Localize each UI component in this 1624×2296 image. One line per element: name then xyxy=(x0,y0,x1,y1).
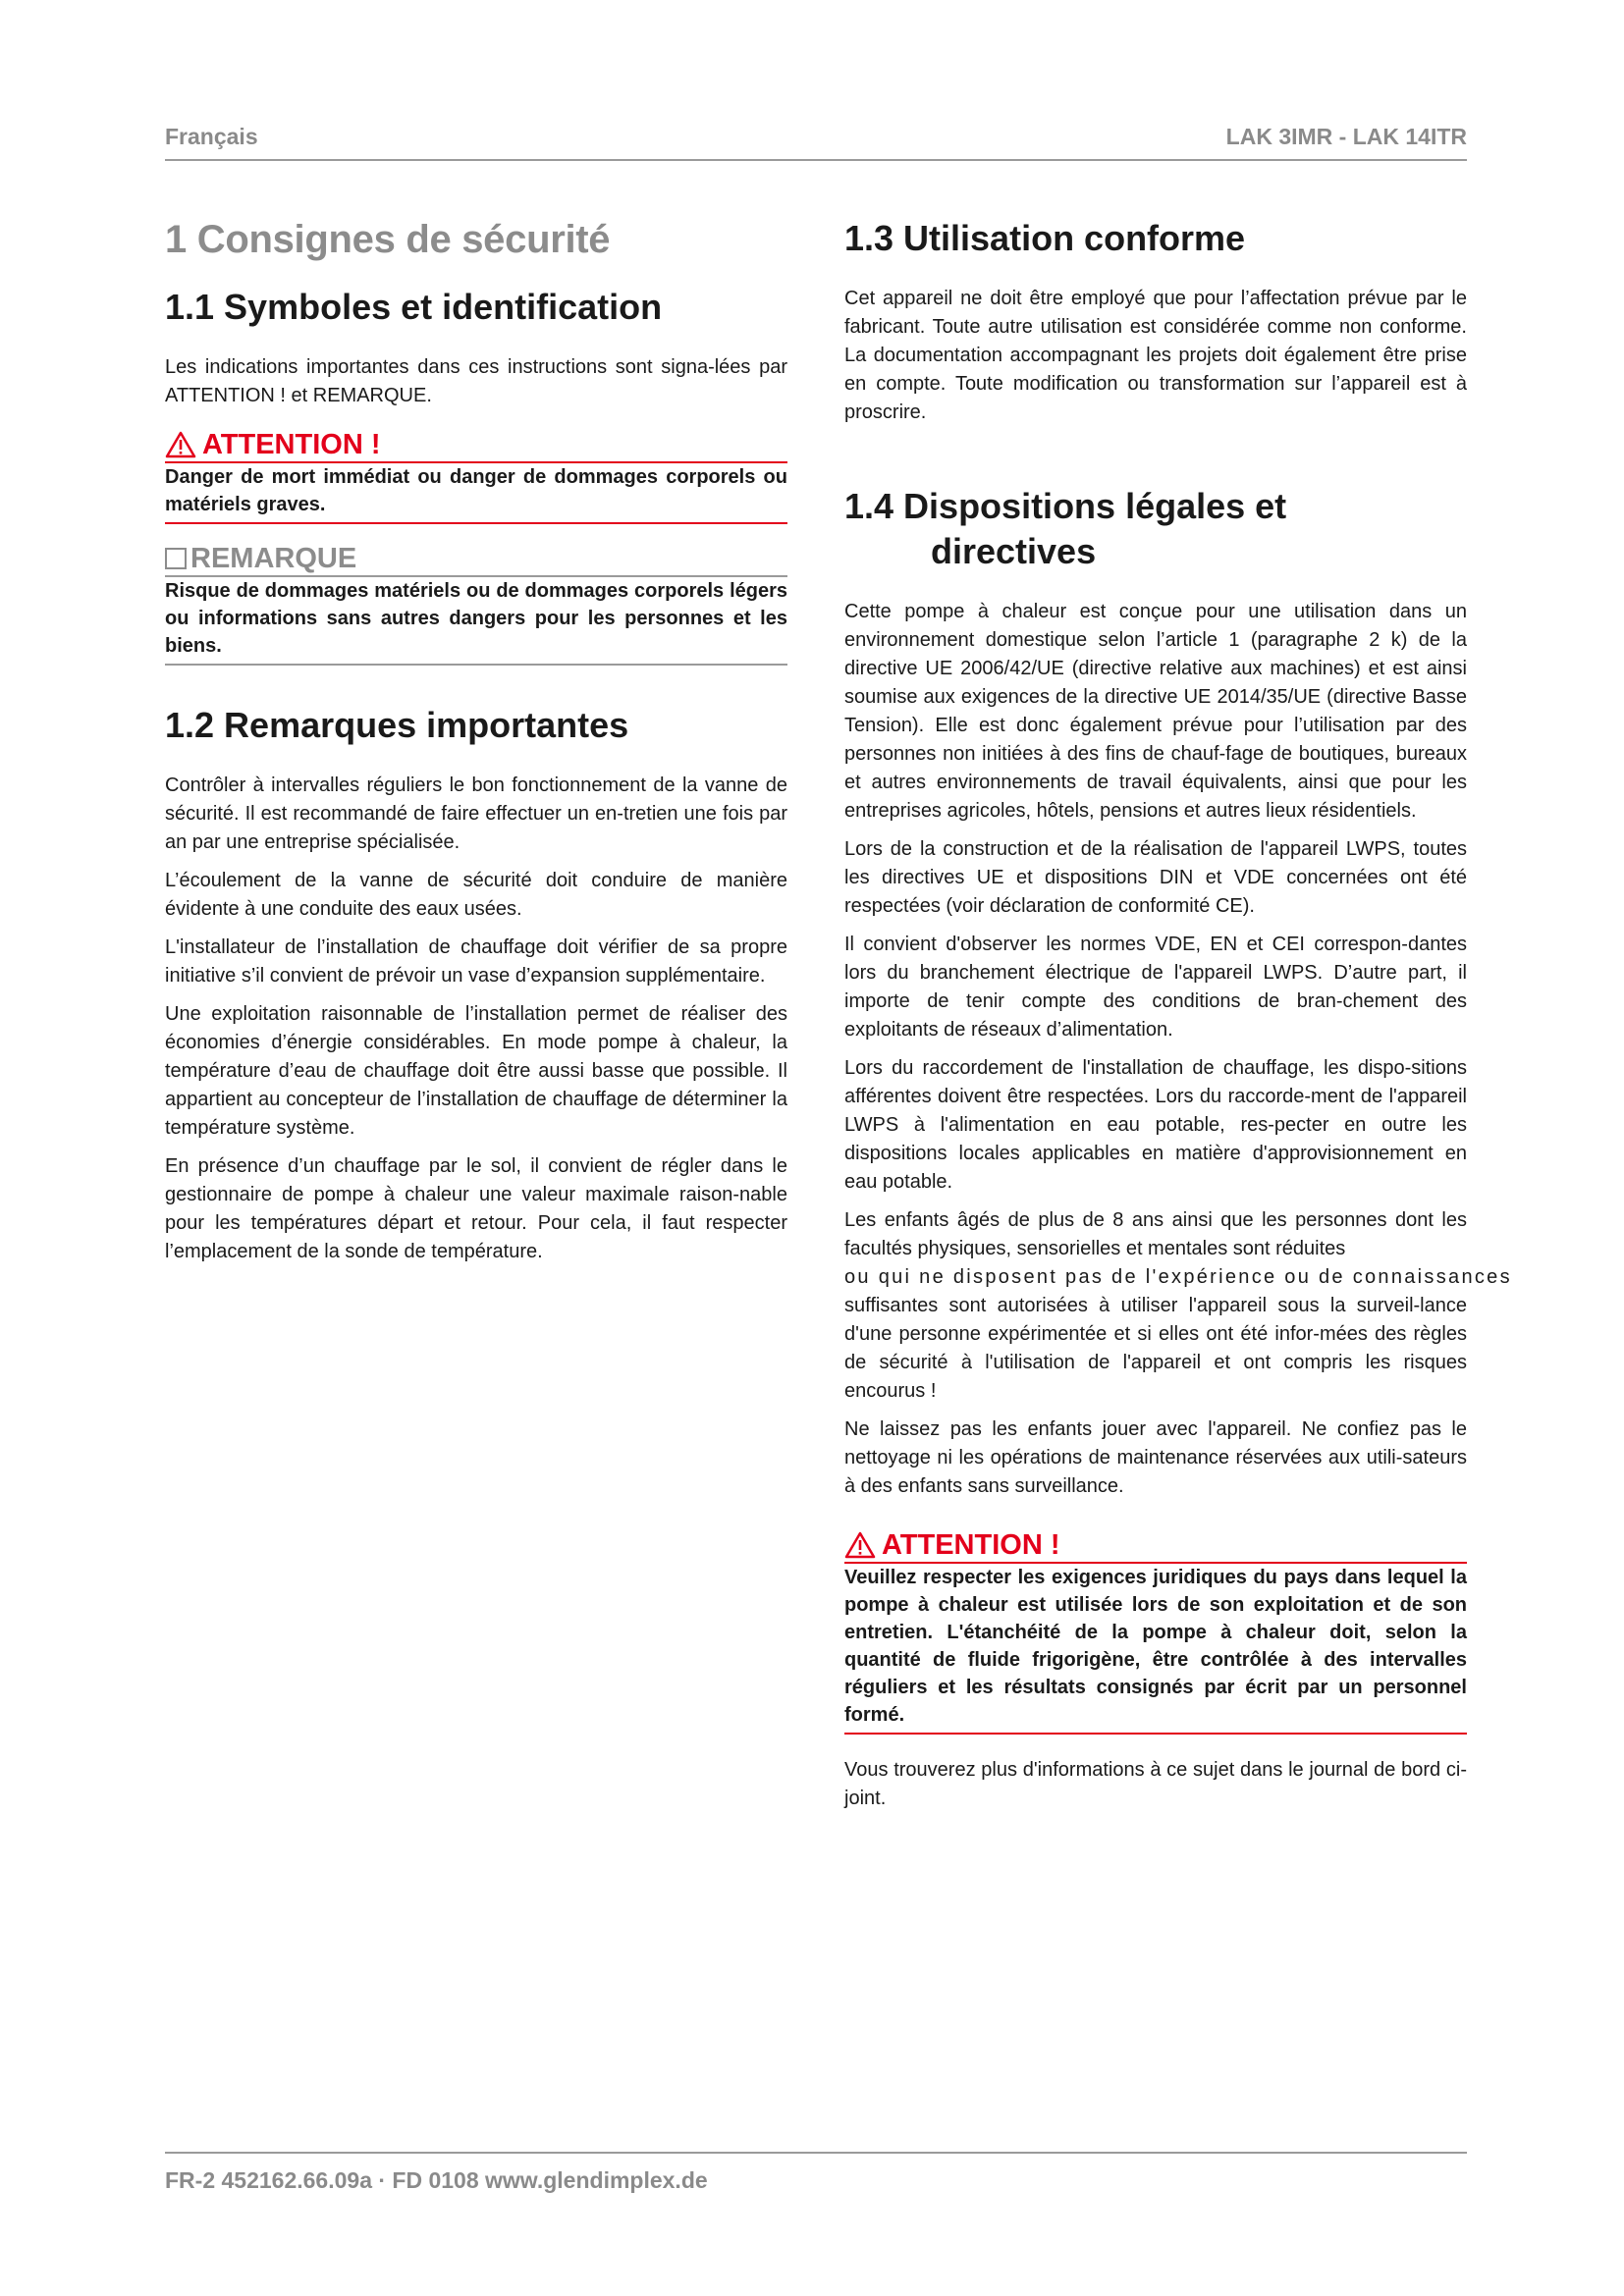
attention-title: ATTENTION ! xyxy=(202,429,381,460)
section-1-4-paragraph: Ne laissez pas les enfants jouer avec l'appareil. Ne confiez pas le nettoyage ni les opérations de maintenance réservées aux utili-sateurs à des enfants sans surveillance. xyxy=(844,1418,1467,1497)
children-text-end: suffisantes sont autorisées à utiliser l'appareil sous la surveil-lance d'une personne expérimentée et si elles ont été infor-mées des règles de sécurité à l'utilisation de l'appareil et ont compris les risques encourus ! xyxy=(844,1295,1467,1402)
section-1-3-title: 1.3 Utilisation conforme xyxy=(844,218,1246,258)
section-1-2-paragraph: L'installateur de l’installation de chauffage doit vérifier de sa propre initiative s’il convient de prévoir un vase d’expansion supplémentaire. xyxy=(165,936,787,987)
attention-notice-2 xyxy=(844,1528,1467,1735)
children-text-start: Les enfants âgés de plus de 8 ans ainsi que les personnes dont les facultés physiques, sensorielles et mentales sont réduites xyxy=(844,1209,1467,1259)
attention-text: Veuillez respecter les exigences juridiques du pays dans lequel la pompe à chaleur est utilisée lors de son exploitation et de son entretien. L'étanchéité de la pompe à chaleur doit, selon la quantité de fluide frigorigène, être contrôlée à des intervalles réguliers et les résultats consignés par écrit par un personnel formé. xyxy=(844,1564,1467,1735)
left-column xyxy=(165,216,787,1276)
section-1-4-title-line2: directives xyxy=(931,531,1097,571)
section-1-4-paragraph: Il convient d'observer les normes VDE, EN et CEI correspon-dantes lors du branchement électrique de l'appareil LWPS. D’autre part, il importe de tenir compte des conditions de bran-chement des exploitants de réseaux d’alimentation. xyxy=(844,934,1467,1041)
logbook-note: Vous trouverez plus d'informations à ce sujet dans le journal de bord ci-joint. xyxy=(844,1759,1467,1809)
attention-text: Danger de mort immédiat ou danger de dommages corporels ou matériels graves. xyxy=(165,463,787,524)
section-1-2-paragraph: L’écoulement de la vanne de sécurité doit conduire de manière évidente à une conduite des eaux usées. xyxy=(165,870,787,920)
section-1-4-title-line1: 1.4 Dispositions légales et xyxy=(844,486,1287,526)
section-1-4-paragraph: Cette pompe à chaleur est conçue pour une utilisation dans un environnement domestique selon l’article 1 (paragraphe 2 k) de la directive UE 2006/42/UE (directive relative aux machines) et est ainsi soumise aux exigences de la directive UE 2014/35/UE (directive Basse Tension). Elle est donc également prévue pour l’utilisation par des personnes non initiées à des fins de chauf-fage de boutiques, bureaux et autres environnements de travail équivalents, ainsi que pour les entreprises agricoles, hôtels, pensions et autres lieux résidentiels. xyxy=(844,601,1467,822)
header-model: LAK 3IMR - LAK 14ITR xyxy=(1225,124,1467,149)
section-1-4-paragraph-children xyxy=(844,1206,1512,1406)
children-text-stretched-line: ou qui ne disposent pas de l'expérience ou de connaissances xyxy=(844,1266,1512,1288)
section-1-4-title xyxy=(844,484,1467,574)
note-square-icon xyxy=(165,548,187,569)
remarque-title: REMARQUE xyxy=(190,543,357,574)
section-1-4-paragraph: Lors de la construction et de la réalisation de l'appareil LWPS, toutes les directives UE et dispositions DIN et VDE concernées ont été respectées (voir déclaration de conformité CE). xyxy=(844,838,1467,917)
remarque-notice xyxy=(165,542,787,666)
warning-triangle-icon xyxy=(165,431,196,458)
right-column xyxy=(844,216,1512,1823)
attention-title: ATTENTION ! xyxy=(882,1529,1060,1561)
page-header xyxy=(165,124,1467,161)
section-1-1-title: 1.1 Symboles et identification xyxy=(165,287,663,327)
section-1-2-paragraph: Contrôler à intervalles réguliers le bon fonctionnement de la vanne de sécurité. Il est recommandé de faire effectuer un en-tretien une fois par an par une entreprise spécialisée. xyxy=(165,774,787,853)
header-language: Français xyxy=(165,124,258,149)
section-1-3-text: Cet appareil ne doit être employé que pour l’affectation prévue par le fabricant. Toute autre utilisation est considérée comme non conforme. La documentation accompagnant les projets doit également être prise en compte. Toute modification ou transformation sur l’appareil est à proscrire. xyxy=(844,288,1467,423)
page-footer xyxy=(165,2152,1467,2193)
attention-notice xyxy=(165,428,787,524)
section-1-2-title: 1.2 Remarques importantes xyxy=(165,705,629,745)
warning-triangle-icon xyxy=(844,1531,876,1559)
remarque-text: Risque de dommages matériels ou de dommages corporels légers ou informations sans autres dangers pour les personnes et les biens. xyxy=(165,577,787,666)
section-1-2-paragraph: En présence d’un chauffage par le sol, il convient de régler dans le gestionnaire de pompe à chaleur une valeur maximale raison-nable pour les températures départ et retour. Pour cela, il faut respecter l’emplacement de la sonde de température. xyxy=(165,1155,787,1262)
section-1-1-text: Les indications importantes dans ces instructions sont signa-lées par ATTENTION ! et REMARQUE. xyxy=(165,356,787,406)
section-1-2-paragraph: Une exploitation raisonnable de l’installation permet de réaliser des économies d’énergie considérables. En mode pompe à chaleur, la température d’eau de chauffage doit être aussi basse que possible. Il appartient au concepteur de l’installation de chauffage de déterminer la température système. xyxy=(165,1003,787,1139)
section-1-4-paragraph: Lors du raccordement de l'installation de chauffage, les dispo-sitions afférentes doivent être respectées. Lors du raccorde-ment de l'appareil LWPS à l'alimentation en eau potable, res-pecter en outre les dispositions locales applicables en matière d'approvisionnement en eau potable. xyxy=(844,1057,1467,1193)
footer-reference: FR-2 452162.66.09a · FD 0108 www.glendimplex.de xyxy=(165,2167,708,2193)
chapter-title: 1 Consignes de sécurité xyxy=(165,218,611,261)
